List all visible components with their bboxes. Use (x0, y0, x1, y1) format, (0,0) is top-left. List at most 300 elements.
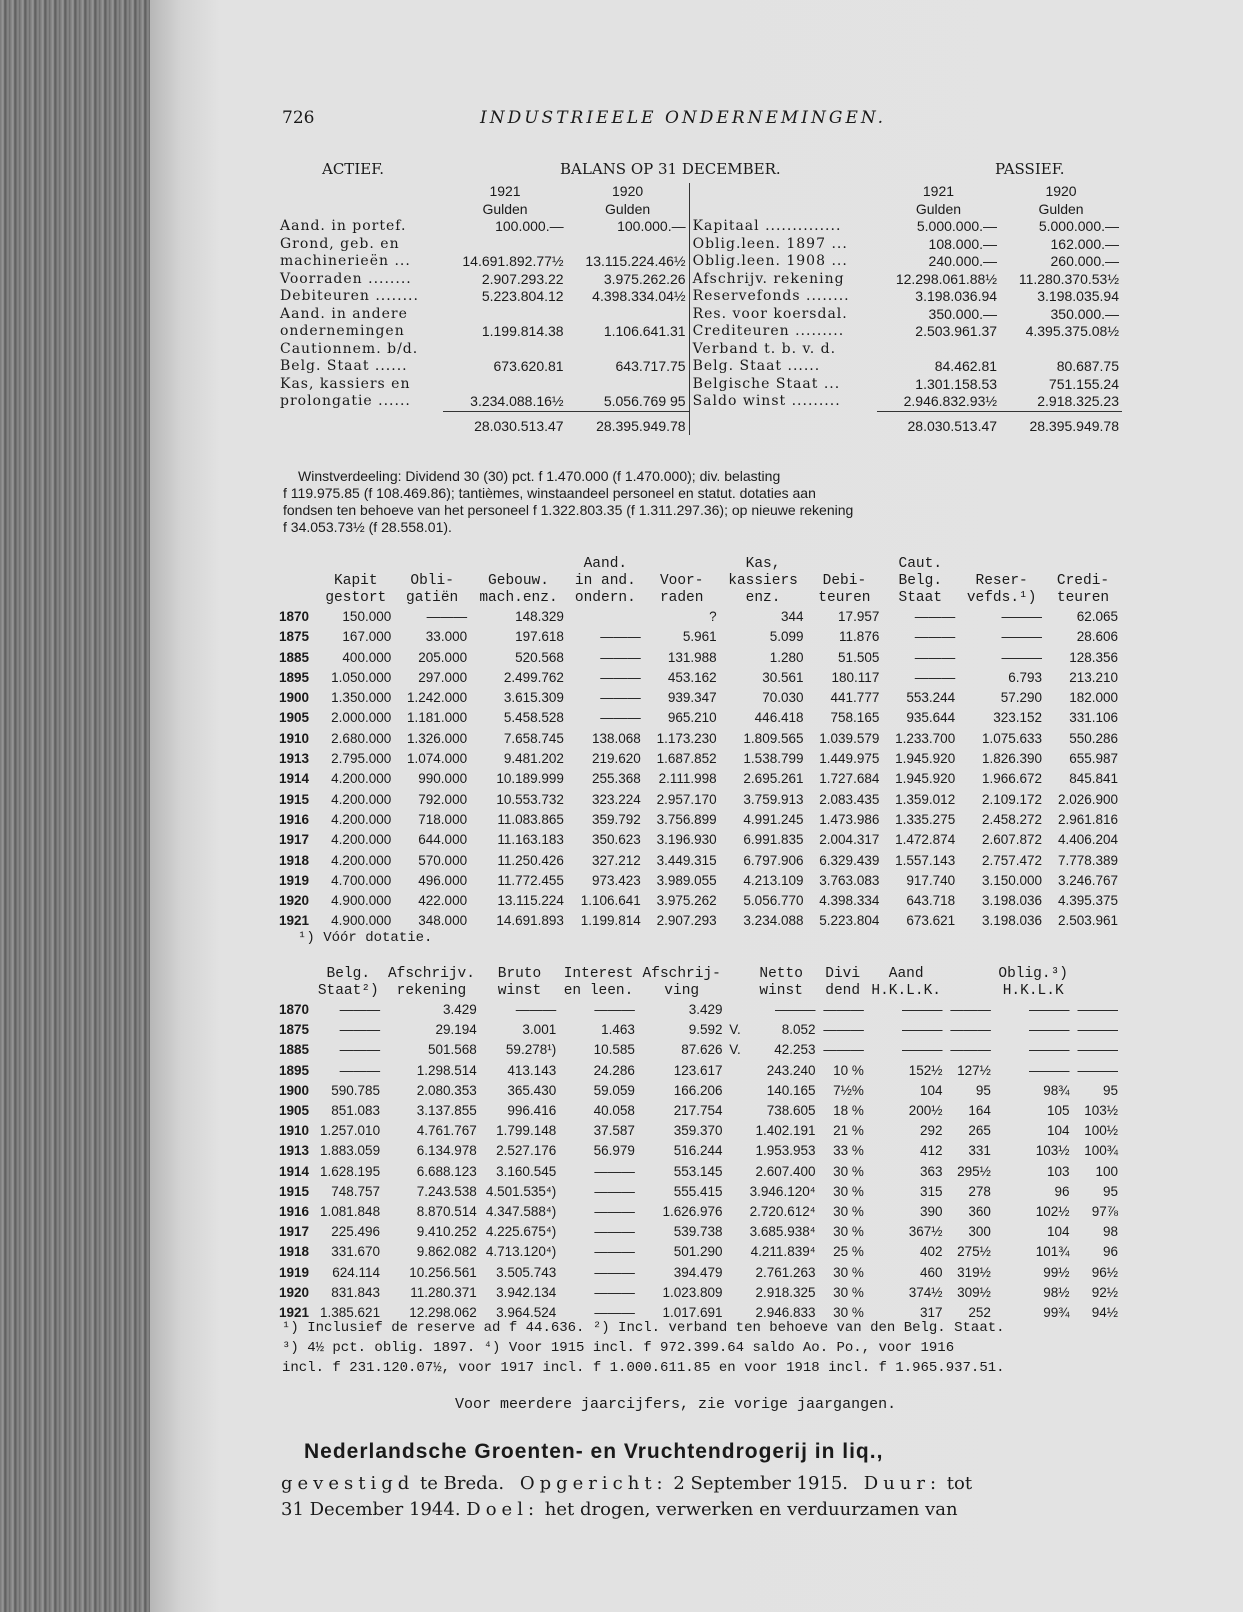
table2-value-cell: 30 % (833, 1183, 864, 1199)
table2-value-cell: 831.843 (331, 1284, 381, 1300)
table2-value-cell: 29.194 (435, 1022, 477, 1038)
table2-header-cell: ving (664, 983, 700, 999)
table1-header-cell: Kapit (334, 573, 378, 589)
table1-value-cell: 297.000 (418, 669, 468, 685)
passief-1920-value: 2.918.325.23 (1037, 393, 1119, 409)
table1-value-cell: 4.200.000 (331, 771, 392, 787)
table2-value-cell: 996.416 (507, 1103, 557, 1119)
table1-value-cell: 2.795.000 (331, 751, 392, 767)
actief-label: Aand. in andere (280, 305, 408, 322)
table1-row (276, 708, 1121, 728)
table1-value-cell: 70.030 (762, 690, 804, 706)
table1-value-cell: 213.210 (1069, 669, 1118, 685)
table2-value-cell: 21 % (833, 1123, 864, 1139)
table1-value-cell: 2.458.272 (981, 811, 1043, 827)
table2-value-cell: 1.081.848 (320, 1204, 381, 1220)
table2-value-cell: 4.713.120⁴) (485, 1244, 557, 1260)
table2-header-cell: Divi (825, 966, 861, 982)
table1-value-cell: 3.756.899 (656, 811, 717, 827)
table1-value-cell: 935.644 (906, 710, 956, 726)
table2-value-cell: ——— (339, 1042, 381, 1058)
actief-label: machinerieën ... (280, 253, 411, 269)
table1-value-cell: 1.350.000 (331, 690, 392, 706)
duur-tot: tot (946, 1473, 973, 1494)
actief-label: Debiteuren ........ (280, 288, 419, 304)
table1-value-cell: 331.106 (1069, 710, 1118, 726)
table1-value-cell: 1.039.579 (819, 730, 880, 746)
table2-value-cell: 292 (919, 1123, 943, 1139)
table2-value-cell: 104 (919, 1082, 943, 1098)
table2-value-cell: 359.370 (673, 1123, 723, 1139)
table1-value-cell: ——— (914, 669, 956, 685)
table1-value-cell: 1.727.684 (819, 771, 880, 787)
company-line-1 (281, 1472, 1121, 1496)
table2-value-cell: 851.083 (331, 1103, 381, 1119)
total-passief-1921: 28.030.513.47 (877, 411, 1000, 435)
table2-value-cell: 30 % (833, 1305, 864, 1321)
table1-value-cell: 1.199.814 (580, 913, 641, 929)
table1-value-cell: ——— (914, 649, 956, 665)
table1-value-cell: 5.099 (769, 629, 804, 645)
table2-year-cell: 1919 (279, 1264, 310, 1280)
table2-value-cell: 309½ (957, 1284, 991, 1300)
table2-value-cell: 103 (1046, 1163, 1070, 1179)
table2-value-cell: 9.410.252 (416, 1224, 477, 1240)
table2-value-cell: 94½ (1091, 1305, 1118, 1321)
table2-value-cell: 1.385.621 (320, 1305, 381, 1321)
table2-value-cell: 2.527.176 (496, 1143, 557, 1159)
table2-value-cell: 12.298.062 (409, 1305, 477, 1321)
passief-1921-value: 240.000.— (928, 253, 998, 269)
table2-value-cell: 24.286 (593, 1062, 635, 1078)
actief-heading: ACTIEF. (322, 160, 385, 178)
balance-row (277, 358, 1122, 376)
table2-header-cell: winst (497, 983, 542, 999)
table2-value-cell: 501.568 (428, 1042, 477, 1058)
table1-year-cell: 1914 (279, 771, 310, 787)
passief-label: Oblig.leen. 1897 ... (689, 236, 877, 254)
total-passief-1920: 28.395.949.78 (1000, 411, 1122, 435)
table1-value-cell: ——— (914, 609, 956, 624)
table2-value-cell: 6.688.123 (416, 1163, 477, 1179)
table1-header-row (276, 556, 1121, 573)
table2-value-cell: ——— (594, 1224, 635, 1240)
table2-row (276, 1121, 1121, 1141)
table2-value-cell: 97⅞ (1091, 1204, 1118, 1220)
table1-value-cell: ——— (1001, 609, 1043, 624)
actief-1920-value (567, 236, 690, 254)
table1-value-cell: 327.212 (591, 852, 641, 868)
table2-value-cell: ——— (1077, 1002, 1118, 1017)
table1-value-cell: 4.200.000 (331, 852, 392, 868)
table1-year-cell: 1913 (279, 751, 310, 767)
table2-value-cell: ——— (823, 1042, 864, 1058)
table2-value-cell (726, 1182, 744, 1202)
passief-1921-value (877, 341, 1000, 359)
table1-value-cell: 2.680.000 (331, 730, 392, 746)
table1-header-cell (806, 556, 882, 573)
table1-value-cell: 128.356 (1069, 649, 1118, 665)
balance-row (277, 218, 1122, 236)
actief-1921-value: 5.223.804.12 (481, 288, 564, 304)
actief-1920-value: 643.717.75 (615, 358, 686, 374)
table2-value-cell: 18 % (833, 1103, 864, 1119)
balance-row (277, 341, 1122, 359)
table2-value-cell: 95 (1102, 1183, 1118, 1199)
table2-value-cell: ——— (950, 1002, 991, 1017)
passief-1921-value: 3.198.036.94 (915, 288, 998, 304)
table2-value-cell: 225.496 (331, 1224, 381, 1240)
actief-1920-value: 4.398.334.04½ (592, 288, 686, 304)
table1-row (276, 627, 1121, 647)
balance-row (277, 288, 1122, 306)
table2-value-cell: 3.001 (522, 1022, 557, 1038)
table1-year-cell: 1921 (279, 913, 310, 929)
table1-header-cell (276, 590, 317, 607)
table1-value-cell: 1.472.874 (895, 832, 956, 848)
table1-value-cell: 965.210 (667, 710, 717, 726)
passief-label: Res. voor koersdal. (689, 306, 877, 324)
actief-1921-value: 100.000.— (495, 218, 564, 234)
passief-1920-value: 260.000.— (1050, 253, 1119, 269)
table1-value-cell: 5.458.528 (503, 710, 564, 726)
table1-header-cell (958, 556, 1045, 573)
table2-value-cell: 539.738 (673, 1224, 723, 1240)
table1-value-cell: 973.423 (591, 872, 641, 888)
table2-value-cell: ——— (902, 1022, 943, 1038)
table1-year-cell: 1920 (279, 893, 310, 909)
table2-value-cell (726, 1162, 744, 1182)
table1-row (276, 749, 1121, 769)
table1-value-cell: 3.615.309 (503, 690, 564, 706)
passief-heading: PASSIEF. (995, 160, 1065, 178)
passief-1920-value (1000, 341, 1122, 359)
table2-header-cell: Afschrijv. (387, 966, 475, 982)
table2-value-cell: 87.626 (681, 1042, 723, 1058)
table2-value-cell: 590.785 (331, 1082, 381, 1098)
passief-label: Belgische Staat ... (689, 376, 877, 394)
table1-header-cell (644, 556, 720, 573)
table2-value-cell: 748.757 (331, 1183, 381, 1199)
table1-value-cell: 11.163.183 (497, 832, 564, 848)
table1-value-cell: 7.778.389 (1057, 852, 1118, 868)
table1-header-cell: kassiers (728, 573, 798, 589)
table1-value-cell: 323.152 (993, 710, 1043, 726)
table1-value-cell: 4.991.245 (743, 811, 804, 827)
table1-value-cell: 131.988 (667, 649, 717, 665)
table2-year-cell: 1870 (279, 1002, 310, 1017)
table2-value-cell: 10 % (833, 1062, 864, 1078)
table2-value-cell: 1.799.148 (496, 1123, 557, 1139)
unit-right-1920: Gulden (1038, 200, 1084, 217)
table2-value-cell: ——— (339, 1002, 381, 1017)
table2-value-cell: 243.240 (766, 1062, 816, 1078)
table1-value-cell: ——— (600, 690, 641, 706)
table1-row (276, 668, 1121, 688)
table1-header-cell: enz. (745, 590, 781, 606)
table1-value-cell: 1.173.230 (656, 730, 717, 746)
table2-value-cell: 3.942.134 (496, 1284, 557, 1300)
table1-year-cell: 1915 (279, 791, 310, 807)
passief-1920-value: 4.395.375.08½ (1025, 323, 1119, 339)
table2-value-cell: 1.626.976 (662, 1204, 723, 1220)
table2-value-cell: 3.137.855 (416, 1103, 477, 1119)
table2-value-cell: 11.280.371 (410, 1284, 477, 1300)
table1-row (276, 891, 1121, 911)
actief-1920-value: 3.975.262.26 (603, 270, 686, 287)
table2-value-cell: 252 (968, 1305, 991, 1321)
unit-right-1921: Gulden (915, 200, 962, 217)
table2-value-cell: 30 % (833, 1224, 864, 1240)
table1-header-row (276, 573, 1121, 590)
table2-value-cell: ——— (1029, 1042, 1070, 1058)
table1-header-cell: Caut. (898, 556, 943, 572)
table1-value-cell: 3.449.315 (656, 852, 717, 868)
table1-value-cell: 2.907.293 (656, 913, 717, 929)
history-table-assets (276, 556, 1121, 932)
table2-value-cell (726, 1061, 744, 1081)
table2-header-cell: Belg. (326, 966, 371, 982)
table2-value-cell: ——— (1029, 1022, 1070, 1038)
table1-value-cell: 673.621 (906, 913, 956, 929)
table1-value-cell: 255.368 (591, 771, 641, 787)
table2-value-cell: 1.023.809 (662, 1284, 723, 1300)
table2-value-cell: ——— (594, 1183, 635, 1199)
table1-value-cell: 57.290 (1000, 690, 1043, 706)
table2-year-cell: 1920 (279, 1284, 310, 1300)
table2-value-cell: 9.592 (688, 1022, 723, 1038)
table2-year-cell: 1917 (279, 1224, 310, 1240)
passief-1920-value: 3.198.035.94 (1037, 288, 1119, 304)
table1-header-cell: gatiën (406, 590, 459, 606)
table1-year-cell: 1885 (279, 649, 310, 665)
table1-year-cell: 1917 (279, 832, 310, 848)
passief-1920-value: 5.000.000.— (1038, 218, 1119, 234)
table1-value-cell: 990.000 (418, 771, 468, 787)
table1-value-cell: ——— (600, 629, 641, 645)
table2-header-row (276, 966, 1121, 983)
table1-value-cell: 1.687.852 (656, 751, 717, 767)
table2-year-cell: 1916 (279, 1204, 310, 1220)
table1-header-cell: in and. (574, 573, 636, 589)
table2-row (276, 1040, 1121, 1060)
doel-text: het drogen, verwerken en verduurzamen van (544, 1499, 958, 1520)
table2-year-cell: 1910 (279, 1123, 310, 1139)
table2-value-cell (726, 1000, 744, 1020)
actief-1921-value: 2.907.293.22 (481, 270, 564, 287)
table2-header-cell (276, 983, 313, 1000)
table2-value-cell (726, 1081, 744, 1101)
passief-1920-value: 11.280.370.53½ (1018, 270, 1119, 287)
table2-value-cell: 96 (1102, 1244, 1118, 1260)
table2-value-cell (726, 1202, 744, 1222)
table2-value-cell: 2.080.353 (416, 1082, 477, 1098)
table1-value-cell: 1.074.000 (407, 751, 468, 767)
table1-value-cell: 1.966.672 (981, 771, 1043, 787)
table1-value-cell: 2.695.261 (743, 771, 804, 787)
table1-value-cell: 11.876 (839, 629, 880, 645)
table2-value-cell: 3.505.743 (496, 1264, 557, 1280)
table2-value-cell: 1.883.059 (320, 1143, 381, 1159)
table2-value-cell: ——— (1077, 1022, 1118, 1038)
table1-value-cell: 3.150.000 (981, 872, 1043, 888)
table2-header-cell: Afschrij- (642, 966, 721, 982)
table2-value-cell: ——— (339, 1062, 381, 1078)
table2-value-cell: ——— (1077, 1042, 1118, 1058)
table2-header-cell (276, 966, 313, 983)
table2-value-cell: 56.979 (593, 1143, 635, 1159)
actief-1920-value: 1.106.641.31 (603, 323, 686, 339)
table1-value-cell: 1.945.920 (895, 751, 956, 767)
table2-value-cell: 275½ (957, 1244, 991, 1260)
table2-value-cell: 3.946.120⁴ (749, 1183, 816, 1199)
actief-label: Kas, kassiers en (280, 375, 411, 392)
table2-value-cell: ——— (594, 1244, 635, 1260)
table1-value-cell: 11.083.865 (497, 811, 564, 827)
table1-value-cell: 10.189.999 (496, 771, 564, 787)
table2-header-cell: en leen. (563, 983, 634, 999)
table2-value-cell: ——— (594, 1264, 635, 1280)
table2-value-cell: 7.243.538 (416, 1183, 477, 1199)
balance-row (277, 253, 1122, 271)
table2-value-cell: 3.429 (443, 1002, 477, 1017)
table2-value-cell (726, 1121, 744, 1141)
table2-value-cell: 300 (968, 1224, 991, 1240)
table1-header-cell: mach.enz. (479, 590, 558, 606)
passief-1920-value: 162.000.— (1050, 235, 1119, 252)
table1-value-cell: 1.538.799 (743, 751, 804, 767)
table2-header-cell: winst (759, 983, 803, 999)
table2-value-cell: 30 % (833, 1264, 864, 1280)
table2-value-cell: ——— (823, 1022, 864, 1038)
book-page-edges (0, 0, 150, 1612)
table2-year-cell: 1915 (279, 1183, 310, 1199)
table1-value-cell: 655.987 (1069, 751, 1118, 767)
table1-value-cell: 150.000 (342, 609, 392, 624)
page-number: 726 (282, 108, 315, 128)
actief-1920-value (567, 306, 690, 324)
table1-footnote: ¹) Vóór dotatie. (298, 930, 433, 946)
table1-value-cell: 441.777 (830, 690, 880, 706)
passief-label: Kapitaal .............. (689, 218, 877, 236)
table1-row (276, 607, 1121, 627)
table1-value-cell: 1.106.641 (580, 893, 641, 909)
table1-header-cell: gestort (325, 590, 387, 606)
table1-value-cell: 917.740 (906, 872, 956, 888)
table2-row (276, 1202, 1121, 1222)
actief-1921-value (443, 306, 566, 324)
table2-value-cell: 3.964.524 (496, 1305, 557, 1321)
table2-value-cell: 200½ (908, 1103, 943, 1119)
table2-header-cell (1073, 966, 1121, 983)
table2-value-cell: 394.479 (673, 1264, 723, 1280)
table1-value-cell: 7.658.745 (503, 730, 564, 746)
table2-value-cell: 9.862.082 (416, 1244, 477, 1260)
table1-header-cell: Debi- (822, 573, 867, 589)
table1-value-cell: 197.618 (515, 629, 564, 645)
table2-value-cell: 624.114 (332, 1264, 381, 1280)
table2-value-cell: 104 (1046, 1224, 1070, 1240)
table2-value-cell: 98 (1102, 1224, 1118, 1240)
table2-value-cell: 4.761.767 (416, 1123, 477, 1139)
table2-value-cell: 738.605 (766, 1103, 816, 1119)
table2-value-cell: ——— (594, 1305, 635, 1321)
table2-value-cell: 59.278¹) (505, 1042, 557, 1058)
table1-header-row (276, 590, 1121, 607)
table1-value-cell: 28.606 (1076, 629, 1118, 645)
table1-value-cell: 553.244 (906, 690, 956, 706)
table1-value-cell: 6.991.835 (743, 832, 804, 848)
table1-value-cell: 758.165 (830, 710, 880, 726)
table1-value-cell: 180.117 (831, 669, 880, 685)
table2-header-cell (946, 966, 994, 983)
table1-value-cell: 4.200.000 (331, 791, 392, 807)
table2-value-cell: 1.017.691 (662, 1305, 723, 1321)
table2-header-row (276, 983, 1121, 1000)
passief-1920-value: 751.155.24 (1048, 375, 1119, 392)
passief-label: Afschrijv. rekening (689, 271, 877, 289)
table1-value-cell: ——— (1001, 649, 1043, 665)
total-actief-1921: 28.030.513.47 (443, 411, 566, 435)
table1-value-cell: 3.198.036 (981, 913, 1043, 929)
table1-value-cell: 1.242.000 (407, 690, 468, 706)
table2-value-cell: 4.347.588⁴) (485, 1204, 557, 1220)
table2-year-cell: 1885 (279, 1042, 310, 1058)
table2-value-cell: 295½ (957, 1163, 991, 1179)
table2-row (276, 1242, 1121, 1262)
table2-year-cell: 1913 (279, 1143, 310, 1159)
table1-value-cell: 3.989.055 (656, 872, 717, 888)
actief-label: Cautionnem. b/d. (280, 340, 419, 357)
table2-value-cell: 127½ (957, 1062, 991, 1078)
table1-header-cell: Kas, (745, 556, 781, 572)
passief-1921-value: 350.000.— (928, 305, 998, 322)
table1-header-cell: Gebouw. (488, 573, 549, 589)
table1-value-cell: 6.793 (1008, 669, 1043, 685)
table2-value-cell: 3.429 (688, 1002, 723, 1017)
table2-header-cell (726, 983, 744, 1000)
table2-value-cell: 2.720.612⁴ (749, 1204, 816, 1220)
table1-header-cell: Aand. (583, 556, 628, 572)
table2-header-cell: H.K.L.K (1002, 983, 1064, 999)
table1-value-cell: 2.961.816 (1057, 811, 1118, 827)
table1-value-cell: 17.957 (838, 609, 880, 624)
table1-value-cell: 11.250.426 (497, 852, 564, 868)
table2-value-cell: ——— (950, 1022, 991, 1038)
table2-year-cell: 1875 (279, 1022, 310, 1038)
table2-year-cell: 1895 (279, 1062, 310, 1078)
table1-value-cell: 1.557.143 (895, 852, 956, 868)
end-date: 31 December 1944. (281, 1499, 461, 1520)
table2-value-cell: ——— (1029, 1002, 1070, 1017)
table1-value-cell: 3.246.767 (1057, 872, 1118, 888)
table1-value-cell: 2.109.172 (981, 791, 1043, 807)
table2-header-cell: Aand (888, 966, 924, 982)
table1-row (276, 851, 1121, 871)
table2-value-cell: 265 (968, 1123, 991, 1139)
table2-value-cell: 319½ (957, 1264, 991, 1280)
balance-row (277, 323, 1122, 341)
table2-value-cell: 4.501.535⁴) (485, 1183, 557, 1199)
table1-value-cell: 323.224 (591, 791, 641, 807)
table2-value-cell (726, 1242, 744, 1262)
table2-value-cell: 413.143 (507, 1062, 557, 1078)
table1-value-cell: 348.000 (418, 913, 468, 929)
actief-1921-value (443, 341, 566, 359)
founding-date: 2 September 1915. (673, 1473, 849, 1494)
table1-header-cell (470, 556, 567, 573)
table1-header-cell: teuren (818, 590, 871, 606)
